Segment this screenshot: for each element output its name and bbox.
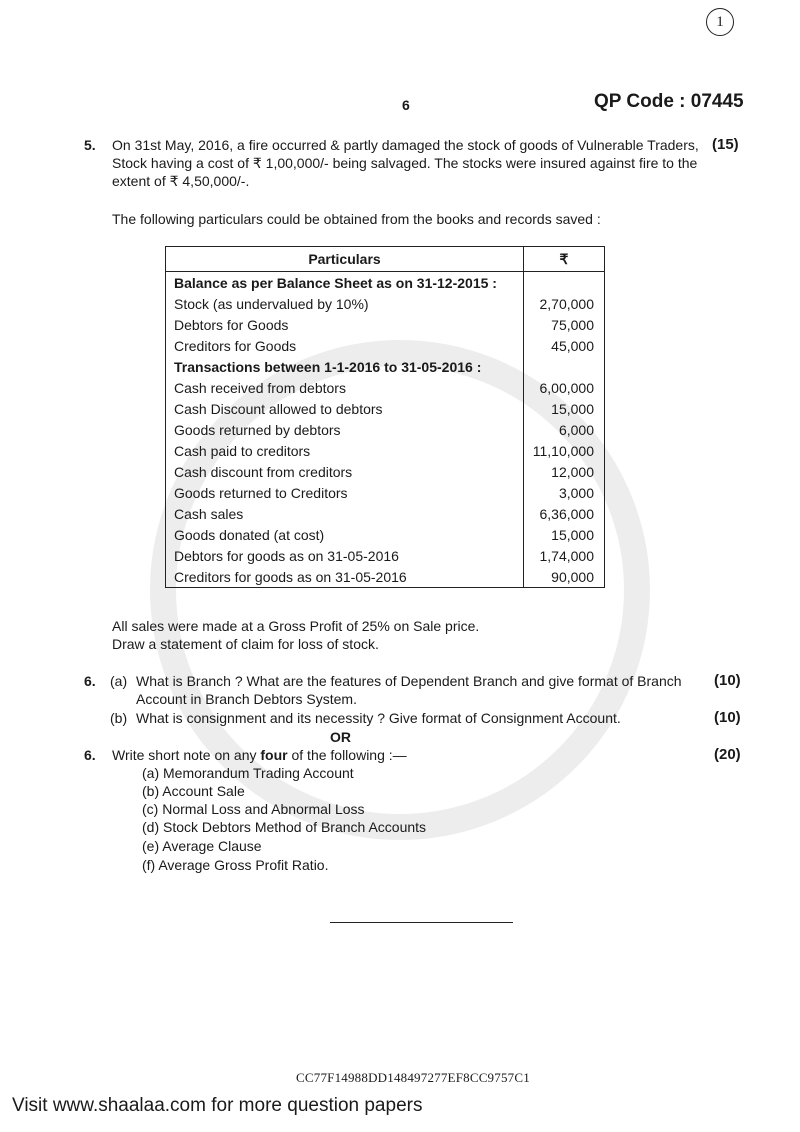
q6b-marks: (10): [714, 709, 741, 726]
q6alt-marks: (20): [714, 746, 741, 763]
particular-cell: Debtors for Goods: [166, 314, 524, 335]
footer-visit-text: Visit www.shaalaa.com for more question papers: [12, 1095, 423, 1116]
amount-cell: 6,36,000: [524, 503, 605, 524]
q6alt-text-bold: four: [260, 747, 288, 763]
list-item: (d) Stock Debtors Method of Branch Accounts: [142, 819, 427, 835]
q6alt-number: 6.: [84, 747, 96, 763]
particular-cell: Goods returned by debtors: [166, 419, 524, 440]
table-row: [166, 524, 605, 545]
table-row: [166, 356, 605, 377]
q5-line2: Stock having a cost of ₹ 1,00,000/- being salvaged. The stocks were insured against fire to the: [112, 155, 698, 171]
amount-cell: 12,000: [524, 461, 605, 482]
table-row: [166, 335, 605, 356]
amount-cell: 11,10,000: [524, 440, 605, 461]
q5-line3: extent of ₹ 4,50,000/-.: [112, 173, 250, 189]
table-row: [166, 419, 605, 440]
amount-cell: 90,000: [524, 566, 605, 588]
particular-cell: Creditors for goods as on 31-05-2016: [166, 566, 524, 588]
q6b-part: (b): [110, 710, 128, 726]
table-row: [166, 440, 605, 461]
list-item: (c) Normal Loss and Abnormal Loss: [142, 801, 365, 817]
section-heading-cell: Transactions between 1-1-2016 to 31-05-2016 :: [166, 356, 524, 377]
table-row: [166, 545, 605, 566]
q5-marks: (15): [712, 136, 739, 153]
q6alt-text-after: of the following :—: [287, 747, 407, 763]
amount-cell: 1,74,000: [524, 545, 605, 566]
section-heading-cell: Balance as per Balance Sheet as on 31-12-2015 :: [166, 272, 524, 294]
q5-note1: All sales were made at a Gross Profit of 25% on Sale price.: [112, 618, 480, 634]
list-item: (b) Account Sale: [142, 783, 245, 799]
amount-cell: 3,000: [524, 482, 605, 503]
q6-number: 6.: [84, 673, 96, 689]
page-number: 6: [402, 97, 410, 113]
corner-page-number: 1: [706, 8, 734, 36]
particular-cell: Cash discount from creditors: [166, 461, 524, 482]
q5-number: 5.: [84, 137, 96, 153]
amount-cell: 2,70,000: [524, 293, 605, 314]
q6alt-text-before: Write short note on any: [112, 747, 261, 763]
q6a-part: (a): [110, 673, 128, 689]
list-item: (e) Average Clause: [142, 838, 262, 854]
particulars-table: [165, 246, 605, 588]
q6a-line1: What is Branch ? What are the features of Dependent Branch and give format of Branch: [136, 673, 682, 689]
q5-intro: The following particulars could be obtained from the books and records saved :: [112, 211, 601, 227]
table-row: [166, 566, 605, 588]
table-row: [166, 314, 605, 335]
amount-cell: 6,00,000: [524, 377, 605, 398]
table-row: [166, 482, 605, 503]
table-row: [166, 377, 605, 398]
end-rule: [330, 922, 513, 923]
list-item: (a) Memorandum Trading Account: [142, 765, 354, 781]
particular-cell: Creditors for Goods: [166, 335, 524, 356]
q6alt-instruction: [112, 746, 407, 764]
footer-code: CC77F14988DD148497277EF8CC9757C1: [296, 1070, 530, 1085]
q6a-marks: (10): [714, 672, 741, 689]
amount-cell: 45,000: [524, 335, 605, 356]
particular-cell: Cash received from debtors: [166, 377, 524, 398]
amount-cell: [524, 356, 605, 377]
particular-cell: Cash sales: [166, 503, 524, 524]
q5-line1: On 31st May, 2016, a fire occurred & partly damaged the stock of goods of Vulnerable Traders,: [112, 137, 699, 153]
particular-cell: Stock (as undervalued by 10%): [166, 293, 524, 314]
table-row: [166, 272, 605, 294]
particulars-header: Particulars: [166, 247, 524, 272]
qp-code: QP Code : 07445: [594, 91, 744, 112]
amount-header: ₹: [524, 247, 605, 272]
table-row: [166, 461, 605, 482]
table-row: [166, 293, 605, 314]
or-divider: OR: [330, 729, 351, 745]
table-row: [166, 503, 605, 524]
particular-cell: Cash paid to creditors: [166, 440, 524, 461]
amount-cell: 75,000: [524, 314, 605, 335]
amount-cell: 6,000: [524, 419, 605, 440]
list-item: (f) Average Gross Profit Ratio.: [142, 857, 329, 873]
table-header-row: [166, 247, 605, 272]
particular-cell: Goods donated (at cost): [166, 524, 524, 545]
particular-cell: Goods returned to Creditors: [166, 482, 524, 503]
q5-note2: Draw a statement of claim for loss of stock.: [112, 636, 379, 652]
amount-cell: 15,000: [524, 524, 605, 545]
amount-cell: [524, 272, 605, 294]
particular-cell: Cash Discount allowed to debtors: [166, 398, 524, 419]
amount-cell: 15,000: [524, 398, 605, 419]
table-row: [166, 398, 605, 419]
q6b-text: What is consignment and its necessity ? Give format of Consignment Account.: [136, 710, 621, 726]
particular-cell: Debtors for goods as on 31-05-2016: [166, 545, 524, 566]
q6a-line2: Account in Branch Debtors System.: [136, 691, 357, 707]
